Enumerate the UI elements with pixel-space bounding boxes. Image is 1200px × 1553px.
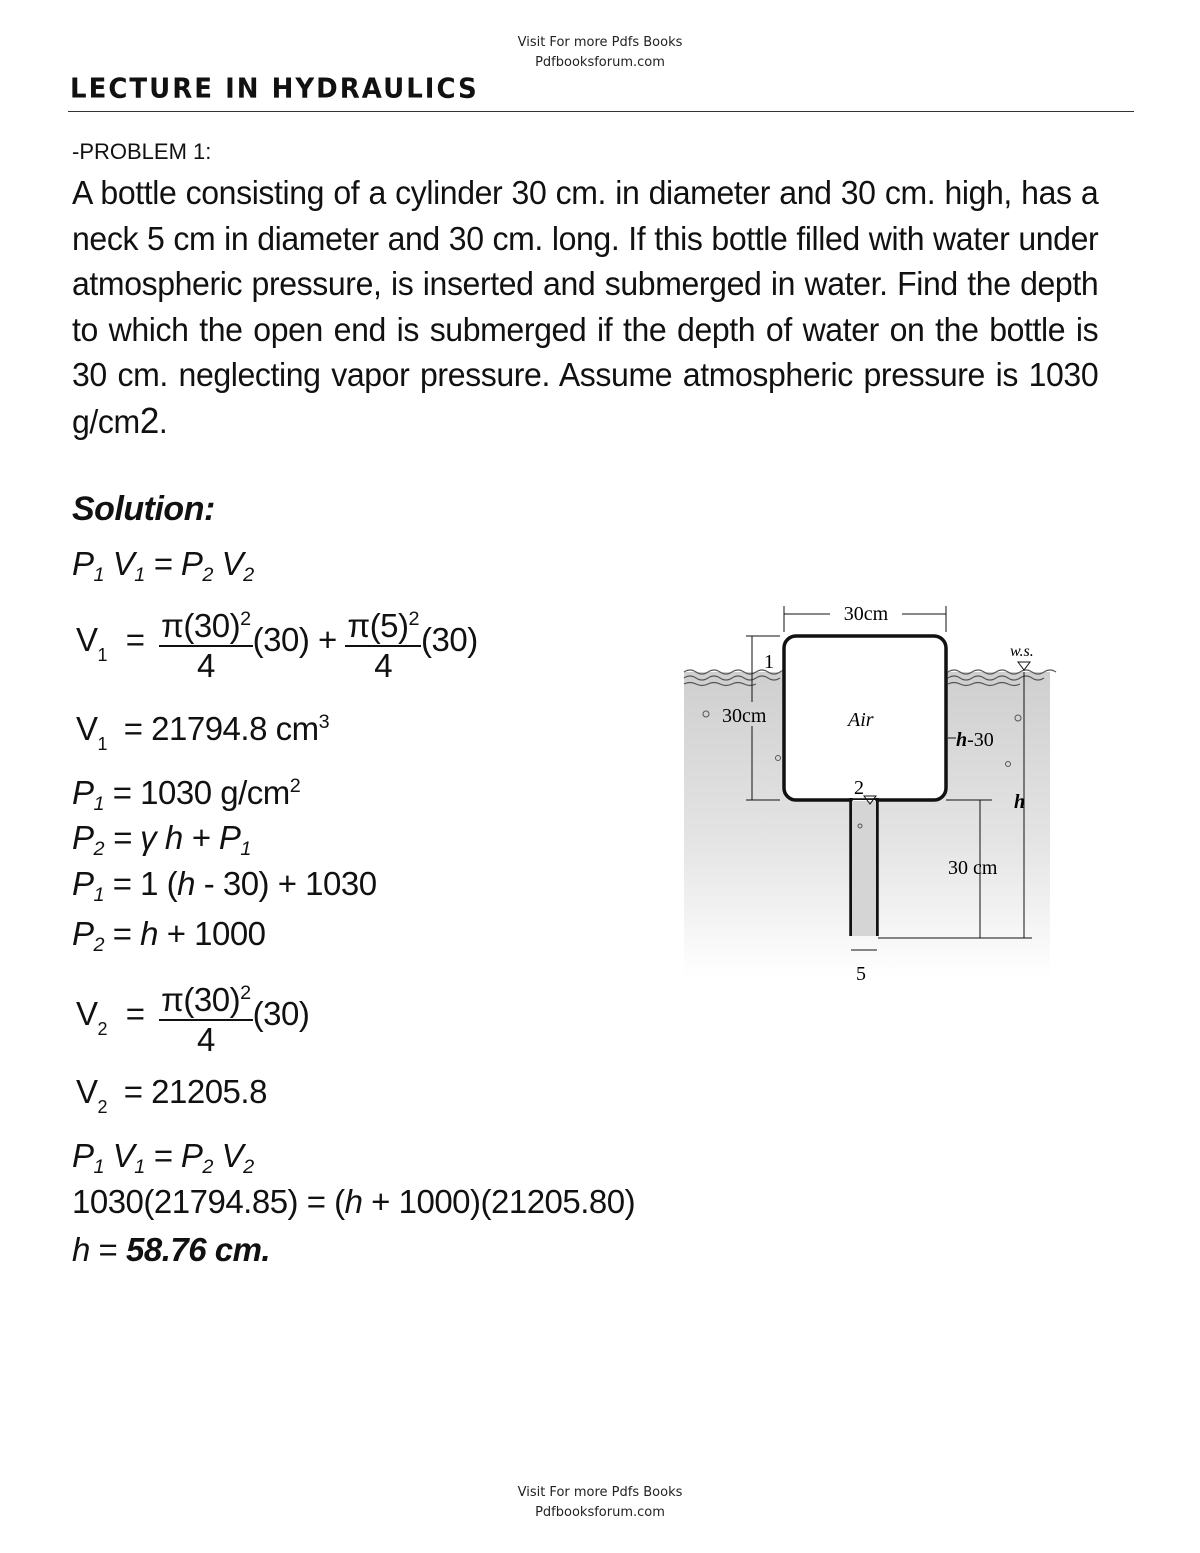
problem-label: -PROBLEM 1:: [72, 139, 212, 164]
problem-exponent: 2: [139, 399, 159, 441]
watermark-line2: Pdfbooksforum.com: [535, 55, 665, 70]
equation-p2-formula: $P_2 = \gamma$ $h + P_1$: [72, 819, 251, 860]
neck-water: [852, 801, 876, 936]
final-answer: h = 58.76 cm.: [72, 1231, 271, 1268]
watermark-line1: Visit For more Pdfs Books: [517, 1485, 683, 1500]
watermark-top: [0, 33, 1200, 73]
water-surface-marker: [1018, 662, 1030, 670]
point-2-label: 2: [854, 777, 864, 799]
watermark-line2: Pdfbooksforum.com: [535, 1505, 665, 1520]
problem-statement: [72, 170, 1098, 444]
equation-substitution: 1030(21794.85) = (h + 1000)(21205.80): [72, 1183, 636, 1220]
fraction: $\frac{\pi(5)^2}{4}$: [345, 600, 421, 685]
equation-v2-formula: $V_2$ = $\frac{\pi(30)^2}{4}$ (30): [76, 974, 309, 1059]
problem-text: A bottle consisting of a cylinder 30 cm. in diameter and 30 cm. high, has a neck 5 cm in diameter and 30 cm. long. If this bottle filled with water under atmospheric pressure, is inserted and submerged in water. Find the depth to which the open end is submerged if the depth of water on the bottle is 30 cm. neglecting vapor pressure. Assume atmospheric pressure is 1030 g/cm: [72, 174, 1099, 440]
header-divider: [68, 111, 1134, 112]
equation-v1-formula: $V_1$ = $\frac{\pi(30)^2}{4}$ (30) + $\frac{\pi(5)^2}{4}$ (30): [76, 600, 478, 685]
equation-boyle-repeat: $P_1$ $V_1 = P_2$ $V_2$: [72, 1137, 254, 1178]
fraction: $\frac{\pi(30)^2}{4}$: [159, 600, 252, 685]
bottom-dimension-label: 30 cm: [948, 857, 998, 879]
air-label: Air: [848, 709, 874, 731]
watermark-bottom: [0, 1483, 1200, 1523]
left-dimension-label: 30cm: [722, 705, 767, 727]
equation-p2-value: $P_2 = h + 1000$: [72, 915, 266, 956]
problem-text-end: .: [158, 402, 168, 440]
equation-v1-value: $V_1 = 21794.8$ $cm^3$: [76, 710, 330, 754]
h-label: h: [1014, 791, 1026, 813]
bottle-diagram: [680, 598, 1060, 990]
top-dimension-label: 30cm: [843, 603, 889, 625]
h-minus-30-label: h-30: [956, 729, 994, 751]
equation-p1: $P_1 = 1030$ $g/cm^2$: [72, 774, 301, 815]
page-title: LECTURE IN HYDRAULICS: [70, 73, 479, 105]
equation-p1-sub: $P_1 = 1$ (h - 30) + 1030: [72, 865, 377, 906]
point-1-label: 1: [764, 651, 774, 673]
water-surface-label: w.s.: [1010, 643, 1034, 660]
fraction: $\frac{\pi(30)^2}{4}$: [159, 974, 252, 1059]
watermark-line1: Visit For more Pdfs Books: [517, 35, 683, 50]
equation-v2-value: $V_2 = 21205.8$: [76, 1073, 267, 1117]
solution-heading: Solution:: [72, 490, 215, 528]
neck-dimension-label: 5: [856, 963, 866, 985]
equation-boyle: $P_1$ $V_1 = P_2$ $V_2$: [72, 545, 254, 586]
